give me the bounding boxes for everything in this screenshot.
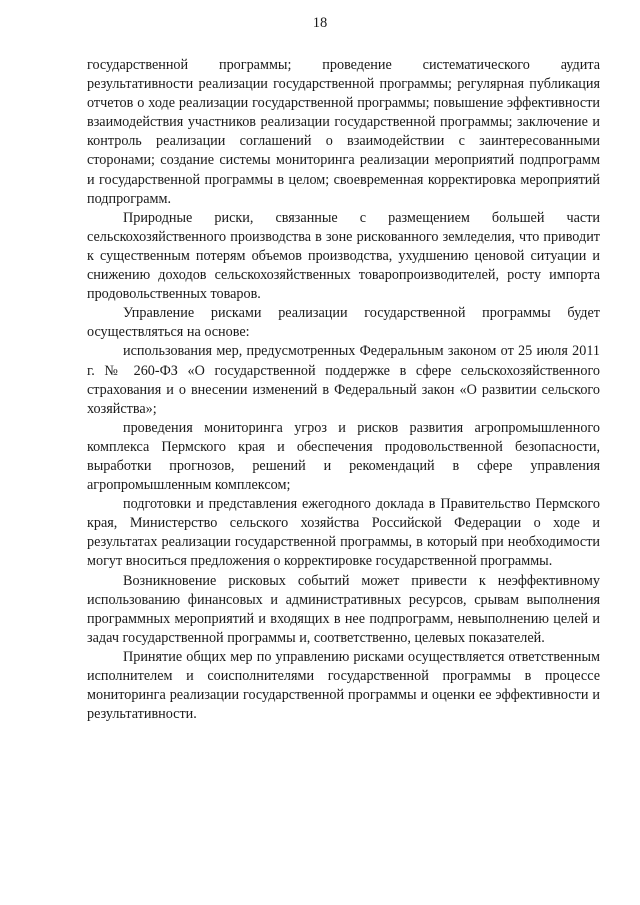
- paragraph-general-measures: Принятие общих мер по управлению рисками осуществляется ответственным исполнителем и соисполнителями государственной программы в процессе мониторинга реализации государственной программы и оценки ее эффективности и результативности.: [87, 648, 600, 723]
- paragraph-annual-report: подготовки и представления ежегодного доклада в Правительство Пермского края, Министерство сельского хозяйства Российской Федерации о ходе и результатах реализации государственной программы, в который при необходимости могут вноситься предложения о корректировке государственной программы.: [87, 496, 600, 570]
- paragraph-risk-management-intro: Управление рисками реализации государственной программы будет осуществляться на основе:: [87, 305, 600, 341]
- paragraph-monitoring-threats: проведения мониторинга угроз и рисков развития агропромышленного комплекса Пермского края и обеспечения продовольственной безопасности, выработки прогнозов, решений и рекомендаций в сфере управления агропромышленным комплексом;: [87, 419, 600, 494]
- paragraph-risk-consequences: Возникновение рисковых событий может привести к неэффективному использованию финансовых и административных ресурсов, срывам выполнения программных мероприятий и входящих в нее подпрограмм, невыполнению целей и задач государственной программы и, соответственно, целевых показателей.: [87, 572, 600, 646]
- paragraph-program-measures: государственной программы; проведение систематического аудита результативности реализации государственной программы; регулярная публикация отчетов о ходе реализации государственной программы; повышение эффективности взаимодействия участников реализации государственной программы; заключение и контроль реализации соглашений о взаимодействии с заинтересованными сторонами; создание системы мониторинга реализации мероприятий подпрограмм и государственной программы в целом; своевременная корректировка мероприятий подпрограмм.: [87, 57, 600, 207]
- page-number: 18: [312, 15, 328, 31]
- document-body: [87, 56, 600, 724]
- paragraph-federal-law-measures: использования мер, предусмотренных Федеральным законом от 25 июля 2011 г. № 260-ФЗ «О государственной поддержке в сфере сельскохозяйственного страхования и о внесении изменений в Федеральный закон «О развитии сельского хозяйства»;: [87, 343, 600, 417]
- paragraph-natural-risks: Природные риски, связанные с размещением большей части сельскохозяйственного производства в зоне рискованного земледелия, что приводит к существенным потерям объемов производства, ухудшению ценовой ситуации и снижению доходов сельскохозяйственных товаропроизводителей, росту импорта продовольственных товаров.: [87, 209, 600, 303]
